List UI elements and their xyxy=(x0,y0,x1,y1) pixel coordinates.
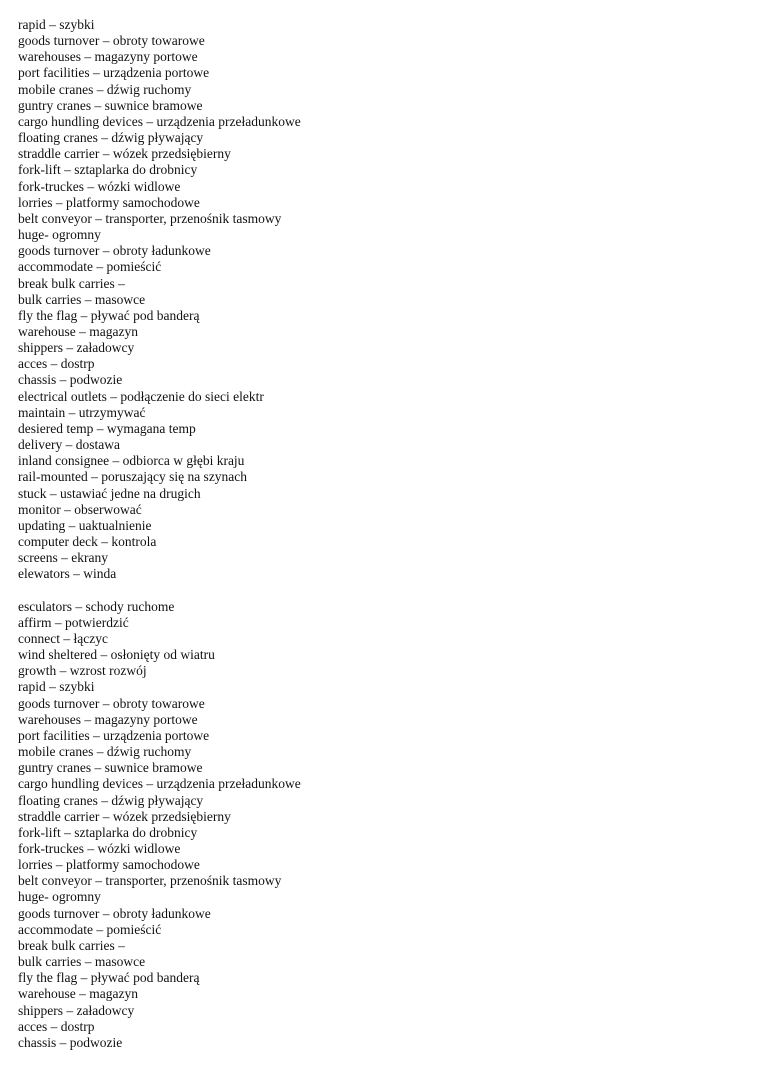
vocabulary-entry: delivery – dostawa xyxy=(18,437,120,453)
vocabulary-entry: acces – dostrp xyxy=(18,356,95,372)
document-page xyxy=(18,17,748,1051)
vocabulary-entry: chassis – podwozie xyxy=(18,372,123,388)
vocabulary-entry: affirm – potwierdzić xyxy=(18,614,129,630)
vocabulary-entry: rapid – szybki xyxy=(18,679,95,695)
vocabulary-entry: mobile cranes – dźwig ruchomy xyxy=(18,81,192,97)
vocabulary-entry: fork-lift – sztaplarka do drobnicy xyxy=(18,824,198,840)
vocabulary-entry: huge- ogromny xyxy=(18,227,101,243)
vocabulary-entry: break bulk carries – xyxy=(18,275,125,291)
vocabulary-entry: bulk carries – masowce xyxy=(18,291,146,307)
vocabulary-entry: guntry cranes – suwnice bramowe xyxy=(18,97,203,113)
vocabulary-entry: connect – łączyc xyxy=(18,630,108,646)
vocabulary-entry: warehouses – magazyny portowe xyxy=(18,49,198,65)
vocabulary-entry: fork-truckes – wózki widlowe xyxy=(18,840,181,856)
vocabulary-entry: computer deck – kontrola xyxy=(18,534,157,549)
vocabulary-entry: goods turnover – obroty towarowe xyxy=(18,695,205,711)
vocabulary-entry: fork-truckes – wózki widlowe xyxy=(18,178,181,194)
vocabulary-entry: mobile cranes – dźwig ruchomy xyxy=(18,744,192,760)
vocabulary-entry: screens – ekrany xyxy=(18,550,108,566)
vocabulary-entry: goods turnover – obroty towarowe xyxy=(18,33,205,49)
vocabulary-entry: warehouse – magazyn xyxy=(18,986,138,1002)
vocabulary-entry: inland consignee – odbiorca w głębi kraju xyxy=(18,453,245,469)
vocabulary-entry: accommodate – pomieścić xyxy=(18,259,162,275)
vocabulary-entry: warehouses – magazyny portowe xyxy=(18,711,198,727)
vocabulary-entry: stuck – ustawiać jedne na drugich xyxy=(18,485,201,501)
vocabulary-entry: electrical outlets – podłączenie do sieci elektr xyxy=(18,388,264,404)
vocabulary-entry: shippers – załadowcy xyxy=(18,1002,135,1018)
vocabulary-entry: fork-lift – sztaplarka do drobnicy xyxy=(18,162,198,178)
vocabulary-entry: belt conveyor – transporter, przenośnik tasmowy xyxy=(18,873,282,889)
vocabulary-entry: acces – dostrp xyxy=(18,1018,95,1034)
vocabulary-entry: fly the flag – pływać pod banderą xyxy=(18,307,200,323)
vocabulary-entry: break bulk carries – xyxy=(18,937,125,953)
vocabulary-entry: maintain – utrzymywać xyxy=(18,404,146,420)
vocabulary-entry: updating – uaktualnienie xyxy=(18,517,152,533)
vocabulary-entry: desiered temp – wymagana temp xyxy=(18,420,196,436)
vocabulary-entry: rapid – szybki xyxy=(18,17,95,32)
blank-line xyxy=(18,582,748,598)
vocabulary-list xyxy=(18,17,748,1051)
vocabulary-entry: lorries – platformy samochodowe xyxy=(18,194,200,210)
vocabulary-entry: belt conveyor – transporter, przenośnik tasmowy xyxy=(18,210,282,226)
vocabulary-entry: cargo hundling devices – urządzenia przeładunkowe xyxy=(18,776,301,792)
vocabulary-entry: chassis – podwozie xyxy=(18,1034,123,1050)
vocabulary-entry: monitor – obserwować xyxy=(18,501,142,517)
vocabulary-entry: cargo hundling devices – urządzenia przeładunkowe xyxy=(18,113,301,129)
vocabulary-entry: rail-mounted – poruszający się na szynach xyxy=(18,469,248,485)
vocabulary-entry: fly the flag – pływać pod banderą xyxy=(18,970,200,986)
vocabulary-entry: bulk carries – masowce xyxy=(18,954,146,970)
vocabulary-entry: shippers – załadowcy xyxy=(18,340,135,356)
vocabulary-entry: lorries – platformy samochodowe xyxy=(18,857,200,873)
vocabulary-entry: wind sheltered – osłonięty od wiatru xyxy=(18,647,215,663)
vocabulary-entry: port facilities – urządzenia portowe xyxy=(18,65,210,81)
vocabulary-entry: esculators – schody ruchome xyxy=(18,598,175,614)
vocabulary-entry: accommodate – pomieścić xyxy=(18,921,162,937)
vocabulary-entry: warehouse – magazyn xyxy=(18,323,138,339)
vocabulary-entry: floating cranes – dźwig pływający xyxy=(18,792,204,808)
vocabulary-entry: port facilities – urządzenia portowe xyxy=(18,727,210,743)
vocabulary-entry: growth – wzrost rozwój xyxy=(18,663,147,679)
vocabulary-entry: floating cranes – dźwig pływający xyxy=(18,130,204,146)
vocabulary-entry: straddle carrier – wózek przedsiębierny xyxy=(18,146,231,162)
vocabulary-entry: elewators – winda xyxy=(18,566,117,582)
vocabulary-entry: huge- ogromny xyxy=(18,889,101,905)
vocabulary-entry: straddle carrier – wózek przedsiębierny xyxy=(18,808,231,824)
vocabulary-entry: goods turnover – obroty ładunkowe xyxy=(18,243,211,259)
vocabulary-entry: guntry cranes – suwnice bramowe xyxy=(18,760,203,776)
vocabulary-entry: goods turnover – obroty ładunkowe xyxy=(18,905,211,921)
